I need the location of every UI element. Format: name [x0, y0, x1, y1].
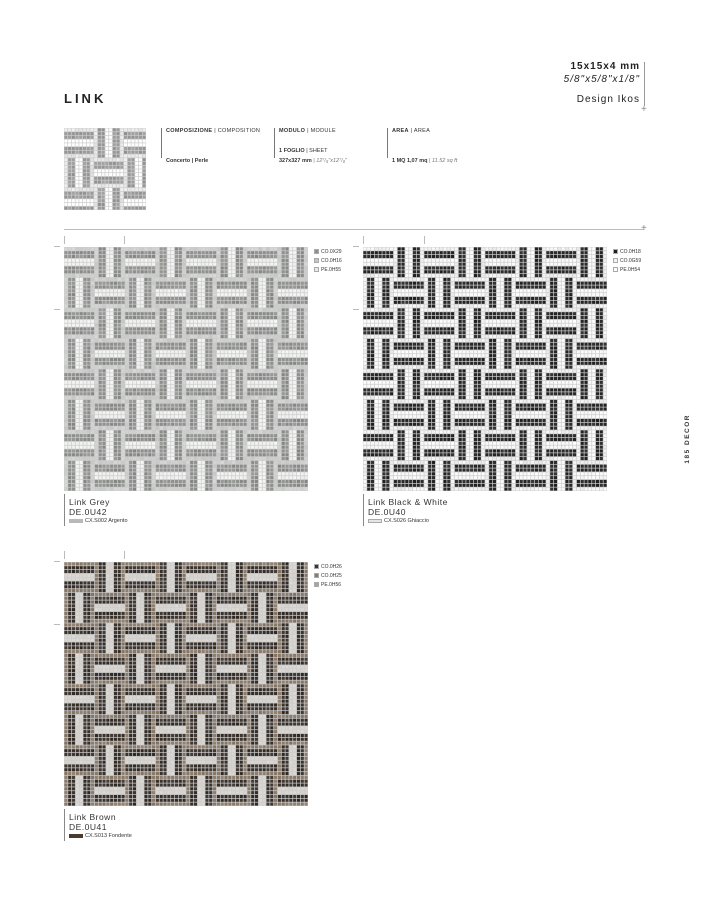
- swatch-item: CO.0G59: [613, 256, 641, 265]
- swatch-item: CO.0X29: [314, 247, 342, 256]
- swatch-item: CO.0H25: [314, 571, 342, 580]
- module-sheet: 1 FOGLIO | SHEET: [279, 148, 328, 154]
- color-swatch: [314, 267, 319, 272]
- page-title: LINK: [64, 91, 107, 106]
- crop-mark: [424, 236, 425, 244]
- swatch-item: CO.0H18: [613, 247, 641, 256]
- crop-mark: [54, 309, 60, 310]
- product-sheet-black-white: [363, 247, 607, 491]
- color-swatch: [314, 582, 319, 587]
- product-code: DE.0U41: [69, 822, 107, 832]
- grout-info: CX.S026 Ghiaccio: [368, 518, 448, 524]
- tile-size-inches: 5/8"x5/8"x1/8": [563, 74, 640, 85]
- section-divider: [64, 229, 644, 230]
- swatch-item: CO.0H26: [314, 562, 342, 571]
- crop-mark: [124, 236, 125, 244]
- tile-size-mm: 15x15x4 mm: [570, 61, 640, 72]
- product-name: Link Grey: [69, 497, 110, 507]
- grout-swatch: [368, 519, 382, 523]
- caption-divider: [64, 494, 65, 526]
- module-dimensions: 327x327 mm | 12⁷/₈"x12⁷/₈": [279, 158, 347, 164]
- composition-value: Concerto | Perle: [166, 158, 209, 164]
- product-name: Link Black & White: [368, 497, 448, 507]
- crop-mark: [54, 246, 60, 247]
- crop-mark: [64, 551, 65, 559]
- spec-divider: [387, 128, 388, 158]
- swatch-list: [314, 247, 342, 274]
- product-caption-black-white: [368, 497, 448, 524]
- swatch-item: PE.0H56: [314, 580, 342, 589]
- product-code: DE.0U42: [69, 507, 107, 517]
- crop-mark: +: [641, 223, 647, 234]
- crop-mark: [353, 246, 359, 247]
- area-label: AREA | AREA: [392, 128, 431, 134]
- grout-swatch: [69, 519, 83, 523]
- side-page-label-wrap: [684, 414, 694, 464]
- caption-divider: [64, 809, 65, 841]
- thumbnail-mosaic: [64, 128, 146, 210]
- grout-swatch: [69, 834, 83, 838]
- spec-divider: [274, 128, 275, 158]
- crop-mark: [54, 561, 60, 562]
- crop-mark: [353, 309, 359, 310]
- crop-mark: [64, 236, 65, 244]
- side-page-label: 185 DECOR: [684, 414, 691, 464]
- caption-divider: [363, 494, 364, 526]
- spec-divider: [161, 128, 162, 158]
- mosaic-grey: [64, 247, 308, 491]
- crop-mark: [363, 236, 364, 244]
- designer-credit: Design Ikos: [576, 94, 640, 105]
- product-sheet-grey: [64, 247, 308, 491]
- grout-info: CX.S002 Argento: [69, 518, 128, 524]
- crop-mark: +: [641, 104, 647, 115]
- swatch-list: [314, 562, 342, 589]
- color-swatch: [613, 267, 618, 272]
- area-value: 1 MQ 1,07 mq | 11.52 sq ft: [392, 158, 458, 164]
- color-swatch: [314, 573, 319, 578]
- product-code: DE.0U40: [368, 507, 406, 517]
- composition-label: COMPOSIZIONE | COMPOSITION: [166, 128, 261, 134]
- swatch-item: PE.0H55: [314, 265, 342, 274]
- swatch-item: CO.0H16: [314, 256, 342, 265]
- color-swatch: [314, 249, 319, 254]
- color-swatch: [314, 258, 319, 263]
- mosaic-brown: [64, 562, 308, 806]
- crop-mark: [124, 551, 125, 559]
- color-swatch: [613, 258, 618, 263]
- product-caption-grey: [69, 497, 128, 524]
- swatch-list: [613, 247, 641, 274]
- header-divider: [644, 62, 645, 106]
- product-name: Link Brown: [69, 812, 117, 822]
- crop-mark: [54, 624, 60, 625]
- grout-info: CX.S013 Fondente: [69, 833, 132, 839]
- pattern-thumbnail: [64, 128, 146, 210]
- mosaic-black-white: [363, 247, 607, 491]
- product-sheet-brown: [64, 562, 308, 806]
- swatch-item: PE.0H54: [613, 265, 641, 274]
- product-caption-brown: [69, 812, 132, 839]
- module-label: MODULO | MODULE: [279, 128, 336, 134]
- color-swatch: [613, 249, 618, 254]
- color-swatch: [314, 564, 319, 569]
